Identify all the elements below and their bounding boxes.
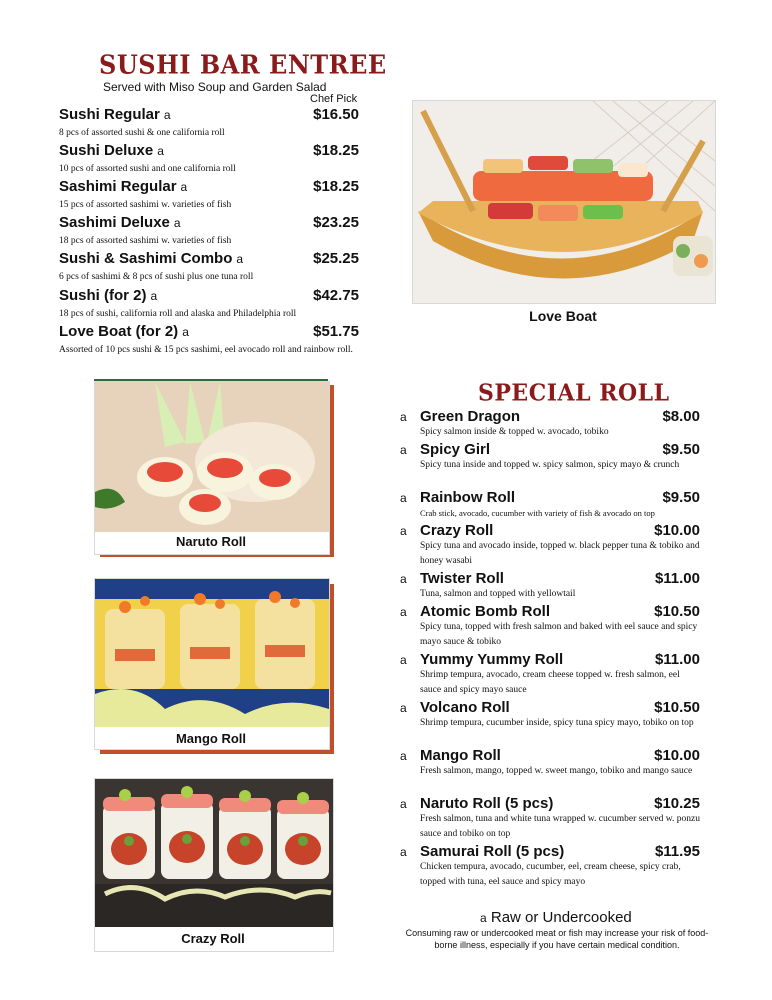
raw-warning-title (480, 909, 632, 926)
item-price: $25.25 (313, 250, 359, 267)
raw-mark: a (163, 108, 171, 122)
item-price: $10.00 (654, 747, 700, 764)
item-description: Fresh salmon, tuna and white tuna wrapped w. cucumber served w. ponzu sauce and tobiko on top (420, 814, 700, 839)
menu-item (400, 489, 700, 521)
raw-mark: a (400, 572, 407, 586)
menu-item (400, 522, 700, 569)
item-name: Sashimi Regular (59, 178, 177, 195)
raw-mark: a (400, 701, 407, 715)
menu-item (400, 843, 700, 890)
item-price: $10.50 (654, 603, 700, 620)
item-name: Spicy Girl (420, 441, 491, 458)
item-description: 18 pcs of sushi, california roll and alaska and Philadelphia roll (59, 309, 297, 319)
item-description: Spicy tuna inside and topped w. spicy salmon, spicy mayo & crunch (420, 460, 680, 470)
item-description: Tuna, salmon and topped with yellowtail (420, 589, 576, 599)
raw-mark: a (400, 410, 407, 424)
item-name: Volcano Roll (420, 699, 510, 716)
raw-mark: a (400, 653, 407, 667)
crazy-roll-photo (94, 778, 334, 952)
menu-item (59, 323, 359, 358)
item-description: 10 pcs of assorted sushi and one california roll (59, 164, 236, 174)
item-name: Rainbow Roll (420, 489, 515, 506)
item-description: Assorted of 10 pcs sushi & 15 pcs sashimi, eel avocado roll and rainbow roll. (59, 345, 353, 355)
item-price: $9.50 (662, 489, 700, 506)
item-description: Spicy tuna, topped with fresh salmon and baked with eel sauce and spicy mayo sauce & tobiko (420, 622, 698, 647)
chef-pick-label: Chef Pick (310, 93, 358, 105)
raw-mark: a (400, 605, 407, 619)
menu-item (59, 250, 359, 285)
raw-mark: a (182, 325, 189, 339)
item-description: Shrimp tempura, cucumber inside, spicy tuna spicy mayo, tobiko on top (420, 718, 694, 728)
item-name: Atomic Bomb Roll (420, 603, 550, 620)
raw-mark: a (157, 144, 164, 158)
love-boat-caption: Love Boat (529, 308, 597, 324)
item-name: Crazy Roll (420, 522, 494, 539)
raw-mark: a (236, 252, 244, 266)
item-name: Twister Roll (420, 570, 504, 587)
item-description: 15 pcs of assorted sashimi w. varieties of fish (59, 200, 232, 210)
item-description: Spicy tuna and avocado inside, topped w. black pepper tuna & tobiko and honey wasabi (420, 541, 700, 566)
item-price: $10.25 (654, 795, 700, 812)
menu-item (59, 178, 359, 213)
item-name: Love Boat (for 2) (59, 323, 179, 340)
item-price: $8.00 (662, 408, 700, 425)
item-price: $11.00 (654, 570, 700, 587)
love-boat-photo (412, 100, 716, 304)
item-description: Shrimp tempura, avocado, cream cheese topped w. fresh salmon, eel sauce and spicy mayo sauce (420, 670, 680, 695)
raw-mark: a (400, 524, 407, 538)
item-price: $9.50 (662, 441, 700, 458)
entree-subtitle: Served with Miso Soup and Garden Salad (103, 80, 327, 94)
item-description: 6 pcs of sashimi & 8 pcs of sushi plus one tuna roll (59, 272, 254, 282)
item-description: 18 pcs of assorted sashimi w. varieties of fish (59, 236, 232, 246)
raw-mark: a (173, 216, 181, 230)
naruto-roll-photo (94, 381, 330, 555)
menu-item (59, 106, 359, 141)
item-name: Green Dragon (420, 408, 521, 425)
menu-item (400, 747, 700, 779)
raw-mark: a (400, 797, 407, 811)
menu-item (59, 142, 359, 177)
item-price: $23.25 (313, 214, 359, 231)
menu-item (400, 603, 700, 650)
raw-mark: a (400, 491, 407, 505)
item-description: Fresh salmon, mango, topped w. sweet mango, tobiko and mango sauce (420, 766, 693, 776)
raw-mark: a (400, 749, 407, 763)
raw-warning-note: Consuming raw or undercooked meat or fish may increase your risk of food-borne illness, especially if you have certain medical condition. (405, 928, 709, 950)
raw-mark: a (180, 180, 188, 194)
item-price: $16.50 (313, 106, 359, 123)
menu-item (400, 570, 700, 602)
naruto-roll-caption: Naruto Roll (175, 534, 247, 549)
item-name: Yummy Yummy Roll (420, 651, 564, 668)
mango-roll-photo (94, 578, 330, 750)
item-price: $18.25 (313, 178, 359, 195)
item-name: Sushi Regular (59, 106, 160, 123)
menu-item (400, 441, 700, 473)
item-price: $10.00 (654, 522, 700, 539)
item-price: $51.75 (313, 323, 359, 340)
mango-roll-caption: Mango Roll (175, 731, 247, 746)
item-price: $11.95 (654, 843, 700, 860)
raw-mark: a (480, 911, 487, 925)
item-price: $11.00 (654, 651, 700, 668)
raw-warning-label: Raw or Undercooked (490, 909, 632, 926)
menu-item (400, 408, 700, 440)
item-name: Naruto Roll (5 pcs) (420, 795, 554, 812)
menu-item (400, 651, 700, 698)
item-name: Samurai Roll (5 pcs) (420, 843, 565, 860)
item-description: Chicken tempura, avocado, cucumber, eel, cream cheese, spicy crab, topped with tuna, eel sauce and spicy mayo (420, 862, 681, 887)
item-name: Sushi Deluxe (59, 142, 154, 159)
item-name: Sushi & Sashimi Combo (59, 250, 233, 267)
item-description: 8 pcs of assorted sushi & one california roll (59, 128, 225, 138)
raw-mark: a (400, 443, 407, 457)
entree-title: SUSHI BAR ENTREE (99, 48, 387, 81)
raw-mark: a (400, 845, 407, 859)
menu-item (59, 287, 359, 322)
item-price: $42.75 (313, 287, 359, 304)
item-name: Mango Roll (420, 747, 501, 764)
item-description: Spicy salmon inside & topped w. avocado, tobiko (420, 427, 609, 437)
item-name: Sashimi Deluxe (59, 214, 170, 231)
menu-item (400, 699, 700, 731)
special-roll-title: SPECIAL ROLL (478, 378, 670, 408)
item-description: Crab stick, avocado, cucumber with variety of fish & avocado on top (420, 508, 655, 518)
item-price: $18.25 (313, 142, 359, 159)
menu-item (59, 214, 359, 249)
crazy-roll-caption: Crazy Roll (181, 931, 245, 946)
item-name: Sushi (for 2) (59, 287, 147, 304)
menu-item (400, 795, 700, 842)
item-price: $10.50 (654, 699, 700, 716)
raw-mark: a (150, 289, 158, 303)
